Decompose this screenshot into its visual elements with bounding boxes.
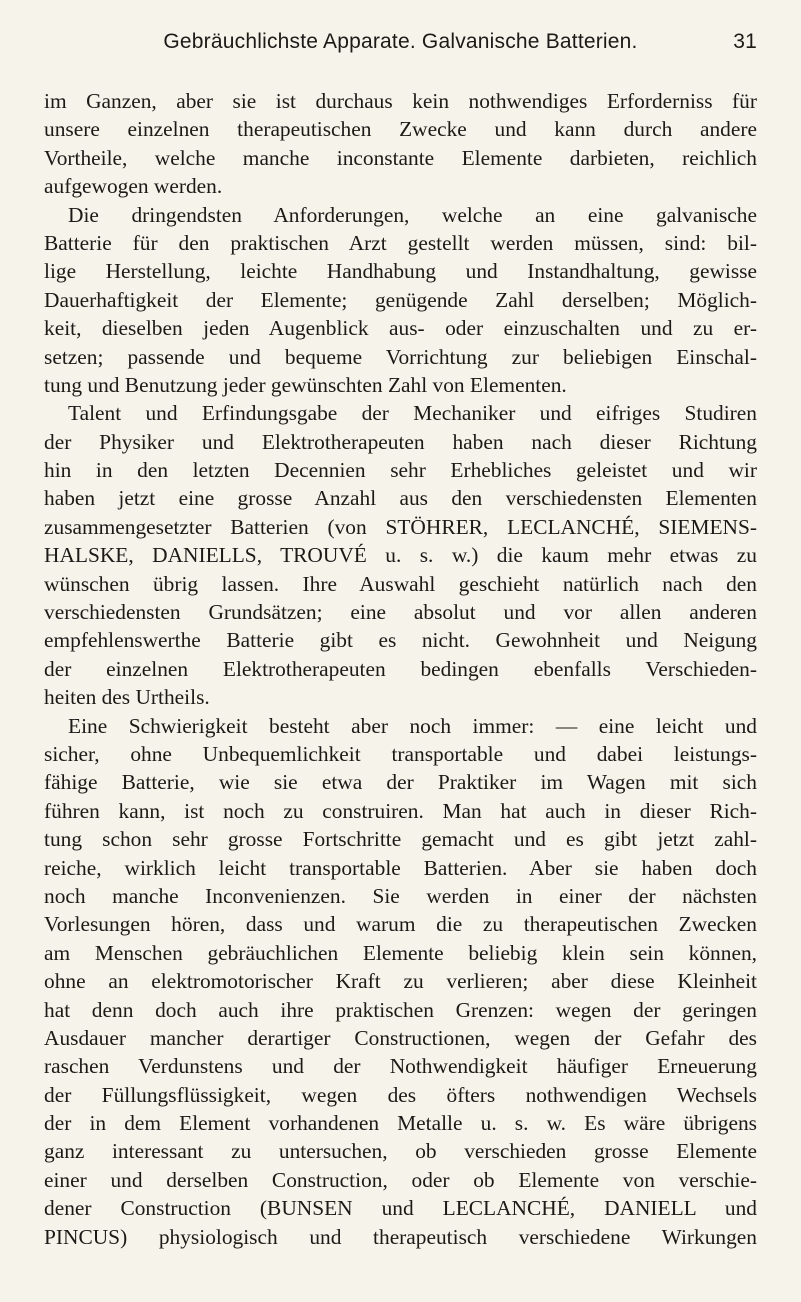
text-line: HALSKE, DANIELLS, TROUVÉ u. s. w.) die kaum mehr etwas zu — [44, 543, 757, 568]
text-line: fähige Batterie, wie sie etwa der Praktiker im Wagen mit sich — [44, 770, 757, 795]
text-line: tung schon sehr grosse Fortschritte gemacht und es gibt jetzt zahl- — [44, 827, 757, 852]
text-line: Vorlesungen hören, dass und warum die zu therapeutischen Zwecken — [44, 912, 757, 937]
text-line: tung und Benutzung jeder gewünschten Zahl von Elementen. — [44, 372, 567, 397]
running-header — [44, 30, 757, 60]
text-line: führen kann, ist noch zu construiren. Man hat auch in dieser Rich- — [44, 798, 757, 823]
text-line: zusammengesetzter Batterien (von STÖHRER, LECLANCHÉ, SIEMENS- — [44, 514, 757, 539]
text-line: unsere einzelnen therapeutischen Zwecke und kann durch andere — [44, 117, 757, 142]
text-line: PINCUS) physiologisch und therapeutisch verschiedene Wirkungen — [44, 1224, 757, 1249]
text-line: setzen; passende und bequeme Vorrichtung zur beliebigen Einschal- — [44, 344, 757, 369]
text-line: Die dringendsten Anforderungen, welche an eine galvanische — [68, 202, 757, 227]
text-line: Ausdauer mancher derartiger Constructionen, wegen der Gefahr des — [44, 1025, 757, 1050]
text-line: im Ganzen, aber sie ist durchaus kein nothwendiges Erforderniss für — [44, 89, 757, 113]
page-number: 31 — [733, 30, 757, 53]
text-line: Dauerhaftigkeit der Elemente; genügende Zahl derselben; Möglich- — [44, 287, 757, 312]
text-line: der Füllungsflüssigkeit, wegen des öfters nothwendigen Wechsels — [44, 1082, 757, 1107]
body-text — [44, 87, 757, 1251]
text-line: einer und derselben Construction, oder ob Elemente von verschie- — [44, 1167, 757, 1192]
text-line: heiten des Urtheils. — [44, 685, 210, 710]
text-line: verschiedensten Grundsätzen; eine absolut und vor allen anderen — [44, 600, 757, 625]
text-line: lige Herstellung, leichte Handhabung und Instandhaltung, gewisse — [44, 259, 757, 284]
text-line: ohne an elektromotorischer Kraft zu verlieren; aber diese Kleinheit — [44, 969, 757, 994]
running-title: Gebräuchlichste Apparate. Galvanische Batterien. — [163, 30, 638, 53]
text-line: keit, dieselben jeden Augenblick aus- oder einzuschalten und zu er- — [44, 316, 757, 341]
text-line: wünschen übrig lassen. Ihre Auswahl geschieht natürlich nach den — [44, 571, 757, 596]
text-line: ganz interessant zu untersuchen, ob verschieden grosse Elemente — [44, 1139, 757, 1164]
text-line: hat denn doch auch ihre praktischen Grenzen: wegen der geringen — [44, 997, 757, 1022]
text-line: empfehlenswerthe Batterie gibt es nicht. Gewohnheit und Neigung — [44, 628, 757, 653]
text-line: dener Construction (BUNSEN und LECLANCHÉ, DANIELL und — [44, 1196, 757, 1221]
text-line: hin in den letzten Decennien sehr Erhebliches geleistet und wir — [44, 458, 757, 483]
text-line: der in dem Element vorhandenen Metalle u. s. w. Es wäre übrigens — [44, 1111, 757, 1136]
text-line: der einzelnen Elektrotherapeuten bedingen ebenfalls Verschieden- — [44, 656, 757, 681]
text-line: haben jetzt eine grosse Anzahl aus den verschiedensten Elementen — [44, 486, 757, 511]
text-line: Talent und Erfindungsgabe der Mechaniker und eifriges Studiren — [68, 401, 757, 426]
text-line: sicher, ohne Unbequemlichkeit transportable und dabei leistungs- — [44, 741, 757, 766]
text-line: reiche, wirklich leicht transportable Batterien. Aber sie haben doch — [44, 855, 757, 880]
text-line: Batterie für den praktischen Arzt gestellt werden müssen, sind: bil- — [44, 230, 757, 255]
text-line: noch manche Inconvenienzen. Sie werden in einer der nächsten — [44, 883, 757, 908]
text-line: raschen Verdunstens und der Nothwendigkeit häufiger Erneuerung — [44, 1054, 757, 1079]
text-line: der Physiker und Elektrotherapeuten haben nach dieser Richtung — [44, 429, 757, 454]
text-line: Vortheile, welche manche inconstante Elemente darbieten, reichlich — [44, 145, 757, 170]
text-line: am Menschen gebräuchlichen Elemente beliebig klein sein können, — [44, 940, 757, 965]
text-line: aufgewogen werden. — [44, 174, 223, 199]
text-line: Eine Schwierigkeit besteht aber noch immer: — eine leicht und — [68, 713, 757, 738]
